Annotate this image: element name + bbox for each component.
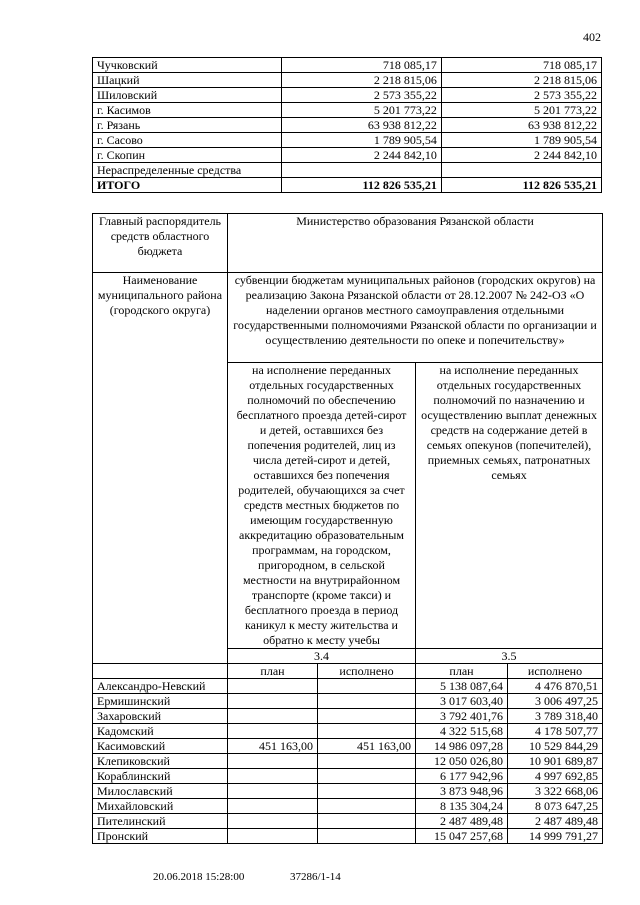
column-3-4-title: на исполнение переданных отдельных государственных полномочий по обеспечению бесплатного проезда детей-сирот и детей, оставшихся без попечения родителей, лиц из числа детей-сирот и детей, оставшихся без попечения родителей, обучающихся за счет средств местных бюджетов по имеющим государственную аккредитацию образовательным программам, на городском, пригородном, в сельской местности на внутрирайонном транспорте (кроме такси) и бесплатного проезда в период каникул к месту жительства и обратно к месту учебы: [228, 363, 416, 649]
header-row-main: [93, 214, 603, 273]
region-name: Чучковский: [93, 58, 282, 73]
plan-3-5-value: 12 050 026,80: [416, 754, 508, 769]
done-3-4-value: [318, 679, 416, 694]
empty-cell: [93, 664, 228, 679]
amount-plan: 63 938 812,22: [281, 118, 441, 133]
done-3-4-value: [318, 784, 416, 799]
done-3-5-value: 8 073 647,25: [508, 799, 603, 814]
region-name: Клепиковский: [93, 754, 228, 769]
plan-3-5-value: 6 177 942,96: [416, 769, 508, 784]
table-row: [93, 73, 602, 88]
plan-3-4-value: [228, 754, 318, 769]
plan-3-5-value: 8 135 304,24: [416, 799, 508, 814]
plan-3-4-value: [228, 814, 318, 829]
done-3-4-value: [318, 709, 416, 724]
amount-done: 2 218 815,06: [441, 73, 601, 88]
table-row: [93, 148, 602, 163]
plan-3-4-value: [228, 829, 318, 844]
done-3-4-value: [318, 814, 416, 829]
amount-plan: 1 789 905,54: [281, 133, 441, 148]
region-name: Михайловский: [93, 799, 228, 814]
plan-3-4-value: [228, 724, 318, 739]
amount-plan: [281, 163, 441, 178]
region-name: Ермишинский: [93, 694, 228, 709]
table-row: [93, 739, 603, 754]
header-row-subvention: [93, 273, 603, 363]
total-done: 112 826 535,21: [441, 178, 601, 193]
plan-3-5-value: 3 792 401,76: [416, 709, 508, 724]
plan-3-4-value: [228, 709, 318, 724]
done-3-4-value: 451 163,00: [318, 739, 416, 754]
table-row: [93, 784, 603, 799]
total-label: ИТОГО: [93, 178, 282, 193]
done-3-4: исполнено: [318, 664, 416, 679]
summary-table: [92, 57, 602, 193]
done-3-4-value: [318, 829, 416, 844]
done-3-4-value: [318, 769, 416, 784]
region-name: Александро-Невский: [93, 679, 228, 694]
done-3-5-value: 4 178 507,77: [508, 724, 603, 739]
main-manager-value: Министерство образования Рязанской области: [228, 214, 603, 273]
table-row: [93, 58, 602, 73]
region-name: Касимовский: [93, 739, 228, 754]
region-label: Наименование муниципального района (городского округа): [93, 273, 228, 664]
plan-3-5: план: [416, 664, 508, 679]
amount-plan: 718 085,17: [281, 58, 441, 73]
amount-done: 5 201 773,22: [441, 103, 601, 118]
region-name: Шиловский: [93, 88, 282, 103]
region-name: г. Рязань: [93, 118, 282, 133]
done-3-5: исполнено: [508, 664, 603, 679]
done-3-5-value: 4 476 870,51: [508, 679, 603, 694]
amount-plan: 5 201 773,22: [281, 103, 441, 118]
table-row: [93, 769, 603, 784]
region-name: Милославский: [93, 784, 228, 799]
column-3-5-title: на исполнение переданных отдельных государственных полномочий по назначению и осуществлению выплат денежных средств на содержание детей в семьях опекунов (попечителей), приемных семьях, патронатных семьях: [416, 363, 603, 649]
amount-done: 2 244 842,10: [441, 148, 601, 163]
subvention-title: субвенции бюджетам муниципальных районов (городских округов) на реализацию Закона Рязанской области от 28.12.2007 № 242-ОЗ «О наделении органов местного самоуправления отдельными государственными полномочиями Рязанской области по организации и осуществлению деятельности по опеке и попечительству»: [228, 273, 603, 363]
done-3-5-value: 3 006 497,25: [508, 694, 603, 709]
table-row: [93, 133, 602, 148]
table-row: [93, 829, 603, 844]
amount-done: 2 573 355,22: [441, 88, 601, 103]
table-row: [93, 163, 602, 178]
amount-done: 1 789 905,54: [441, 133, 601, 148]
region-name: Шацкий: [93, 73, 282, 88]
footer-date: 20.06.2018 15:28:00: [153, 871, 245, 883]
plan-3-5-value: 2 487 489,48: [416, 814, 508, 829]
region-name: Нераспределенные средства: [93, 163, 282, 178]
amount-plan: 2 573 355,22: [281, 88, 441, 103]
total-row: [93, 178, 602, 193]
table-row: [93, 799, 603, 814]
table-row: [93, 679, 603, 694]
main-manager-label: Главный распорядитель средств областного бюджета: [93, 214, 228, 273]
done-3-5-value: 3 322 668,06: [508, 784, 603, 799]
table-row: [93, 754, 603, 769]
done-3-4-value: [318, 799, 416, 814]
table-row: [93, 88, 602, 103]
table-row: [93, 694, 603, 709]
plan-3-5-value: 15 047 257,68: [416, 829, 508, 844]
region-name: г. Касимов: [93, 103, 282, 118]
footer-code: 37286/1-14: [290, 871, 341, 883]
plan-3-4-value: [228, 799, 318, 814]
amount-done: [441, 163, 601, 178]
region-name: Пителинский: [93, 814, 228, 829]
plan-3-5-value: 3 873 948,96: [416, 784, 508, 799]
region-name: Пронский: [93, 829, 228, 844]
amount-done: 718 085,17: [441, 58, 601, 73]
region-name: г. Скопин: [93, 148, 282, 163]
region-name: г. Сасово: [93, 133, 282, 148]
region-name: Захаровский: [93, 709, 228, 724]
done-3-4-value: [318, 694, 416, 709]
table-row: [93, 118, 602, 133]
table-row: [93, 709, 603, 724]
done-3-5-value: 14 999 791,27: [508, 829, 603, 844]
done-3-5-value: 10 529 844,29: [508, 739, 603, 754]
table-row: [93, 724, 603, 739]
header-row-plan: [93, 664, 603, 679]
region-name: Кадомский: [93, 724, 228, 739]
code-3-5: 3.5: [416, 649, 603, 664]
done-3-5-value: 10 901 689,87: [508, 754, 603, 769]
table-row: [93, 814, 603, 829]
table-row: [93, 103, 602, 118]
total-plan: 112 826 535,21: [281, 178, 441, 193]
plan-3-5-value: 3 017 603,40: [416, 694, 508, 709]
plan-3-4-value: [228, 784, 318, 799]
done-3-4-value: [318, 754, 416, 769]
plan-3-4-value: [228, 679, 318, 694]
plan-3-4: план: [228, 664, 318, 679]
done-3-5-value: 3 789 318,40: [508, 709, 603, 724]
plan-3-4-value: [228, 769, 318, 784]
plan-3-5-value: 4 322 515,68: [416, 724, 508, 739]
page-number: 402: [583, 30, 601, 44]
done-3-5-value: 2 487 489,48: [508, 814, 603, 829]
subvention-table: [92, 213, 603, 844]
region-name: Кораблинский: [93, 769, 228, 784]
code-3-4: 3.4: [228, 649, 416, 664]
plan-3-5-value: 14 986 097,28: [416, 739, 508, 754]
done-3-5-value: 4 997 692,85: [508, 769, 603, 784]
plan-3-4-value: [228, 694, 318, 709]
plan-3-5-value: 5 138 087,64: [416, 679, 508, 694]
amount-done: 63 938 812,22: [441, 118, 601, 133]
amount-plan: 2 244 842,10: [281, 148, 441, 163]
plan-3-4-value: 451 163,00: [228, 739, 318, 754]
amount-plan: 2 218 815,06: [281, 73, 441, 88]
done-3-4-value: [318, 724, 416, 739]
